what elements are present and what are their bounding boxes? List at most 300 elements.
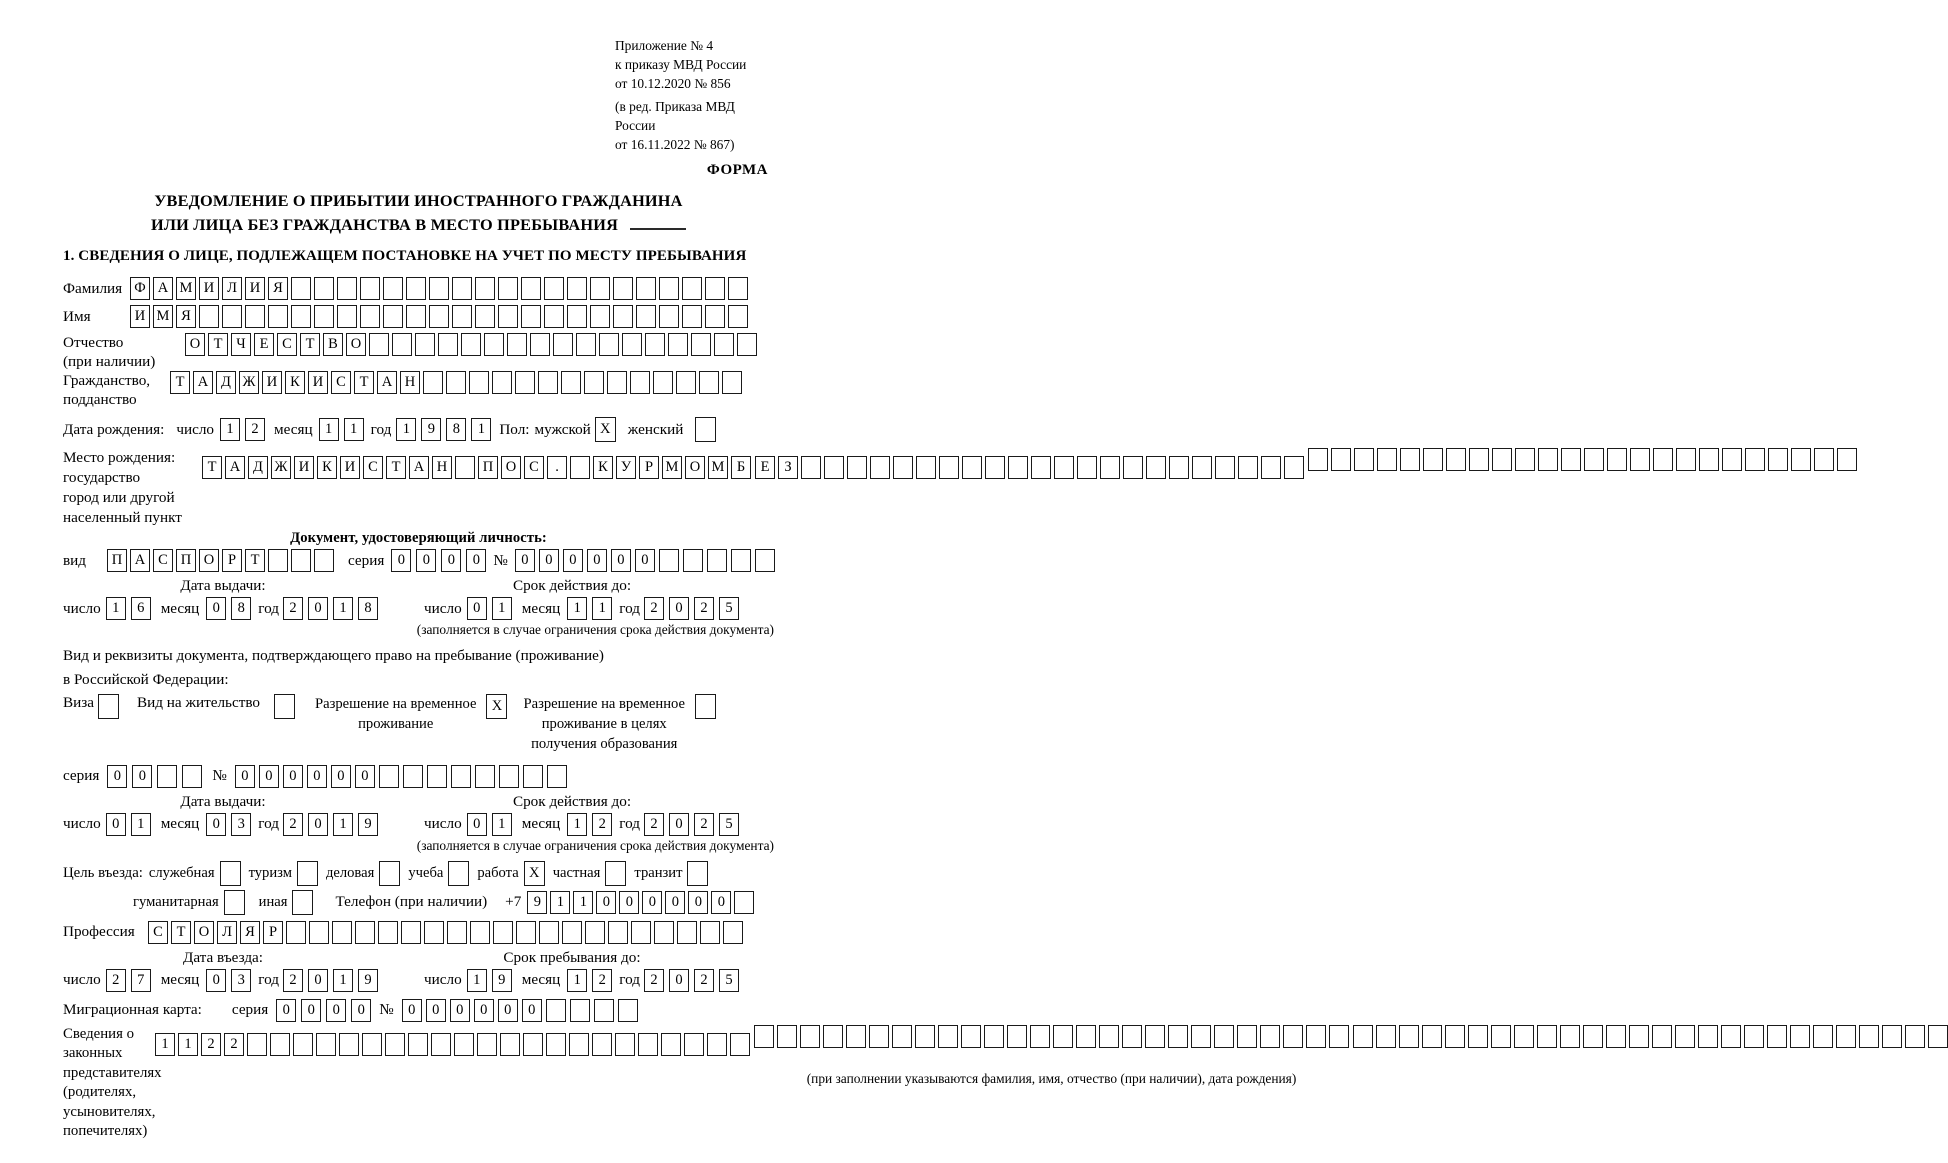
- char-cell[interactable]: [1423, 448, 1443, 471]
- char-cell[interactable]: Л: [222, 277, 242, 300]
- doc-number-boxes[interactable]: [515, 549, 775, 572]
- char-cell[interactable]: 0: [276, 999, 296, 1022]
- char-cell[interactable]: [916, 456, 936, 479]
- char-cell[interactable]: [401, 921, 421, 944]
- char-cell[interactable]: [699, 371, 719, 394]
- char-cell[interactable]: 3: [231, 969, 251, 992]
- char-cell[interactable]: [484, 333, 504, 356]
- char-cell[interactable]: 0: [259, 765, 279, 788]
- char-cell[interactable]: 0: [426, 999, 446, 1022]
- char-cell[interactable]: [1767, 1025, 1787, 1048]
- char-cell[interactable]: 9: [358, 969, 378, 992]
- char-cell[interactable]: 0: [515, 549, 535, 572]
- char-cell[interactable]: [1514, 1025, 1534, 1048]
- char-cell[interactable]: [714, 333, 734, 356]
- char-cell[interactable]: [423, 371, 443, 394]
- char-cell[interactable]: Р: [639, 456, 659, 479]
- char-cell[interactable]: [378, 921, 398, 944]
- char-cell[interactable]: 0: [711, 891, 731, 914]
- char-cell[interactable]: 0: [355, 765, 375, 788]
- char-cell[interactable]: [314, 305, 334, 328]
- char-cell[interactable]: А: [225, 456, 245, 479]
- char-cell[interactable]: [961, 1025, 981, 1048]
- char-cell[interactable]: [1813, 1025, 1833, 1048]
- char-cell[interactable]: 1: [567, 597, 587, 620]
- char-cell[interactable]: 0: [132, 765, 152, 788]
- char-cell[interactable]: [546, 1033, 566, 1056]
- char-cell[interactable]: [1076, 1025, 1096, 1048]
- checkbox-cell[interactable]: [695, 694, 716, 719]
- char-cell[interactable]: 1: [396, 418, 416, 441]
- char-cell[interactable]: 2: [283, 597, 303, 620]
- permit-valid-month-boxes[interactable]: [567, 813, 612, 836]
- char-cell[interactable]: 2: [644, 813, 664, 836]
- doc-issue-month-boxes[interactable]: [206, 597, 251, 620]
- char-cell[interactable]: [613, 305, 633, 328]
- char-cell[interactable]: [1721, 1025, 1741, 1048]
- temp-permit-checkbox[interactable]: [486, 694, 507, 719]
- char-cell[interactable]: [608, 921, 628, 944]
- char-cell[interactable]: Е: [254, 333, 274, 356]
- purpose-checkbox-rabota[interactable]: X: [524, 861, 545, 886]
- char-cell[interactable]: [1100, 456, 1120, 479]
- migration-series-boxes[interactable]: [276, 999, 371, 1022]
- char-cell[interactable]: Т: [170, 371, 190, 394]
- char-cell[interactable]: С: [148, 921, 168, 944]
- char-cell[interactable]: [707, 1033, 727, 1056]
- char-cell[interactable]: 0: [619, 891, 639, 914]
- char-cell[interactable]: [446, 371, 466, 394]
- char-cell[interactable]: 0: [474, 999, 494, 1022]
- stay-day-boxes[interactable]: [467, 969, 512, 992]
- doc-issue-day-boxes[interactable]: [106, 597, 151, 620]
- char-cell[interactable]: [645, 333, 665, 356]
- char-cell[interactable]: [498, 305, 518, 328]
- char-cell[interactable]: [728, 277, 748, 300]
- char-cell[interactable]: [1837, 448, 1857, 471]
- char-cell[interactable]: 0: [308, 969, 328, 992]
- char-cell[interactable]: 0: [450, 999, 470, 1022]
- surname-boxes[interactable]: [130, 277, 748, 300]
- char-cell[interactable]: 8: [446, 418, 466, 441]
- checkbox-cell[interactable]: [274, 694, 295, 719]
- char-cell[interactable]: [1905, 1025, 1925, 1048]
- char-cell[interactable]: 1: [131, 813, 151, 836]
- char-cell[interactable]: Т: [202, 456, 222, 479]
- birth-month-boxes[interactable]: [319, 418, 364, 441]
- checkbox-cell[interactable]: [98, 694, 119, 719]
- char-cell[interactable]: [547, 765, 567, 788]
- char-cell[interactable]: 0: [498, 999, 518, 1022]
- char-cell[interactable]: Т: [300, 333, 320, 356]
- checkbox-cell[interactable]: X: [595, 417, 616, 442]
- purpose-checkbox-inaya[interactable]: [292, 890, 313, 915]
- char-cell[interactable]: [870, 456, 890, 479]
- char-cell[interactable]: [475, 305, 495, 328]
- char-cell[interactable]: [385, 1033, 405, 1056]
- char-cell[interactable]: 1: [155, 1033, 175, 1056]
- char-cell[interactable]: 0: [467, 597, 487, 620]
- doc-valid-day-boxes[interactable]: [467, 597, 512, 620]
- char-cell[interactable]: Т: [386, 456, 406, 479]
- char-cell[interactable]: [1376, 1025, 1396, 1048]
- permit-valid-day-boxes[interactable]: [467, 813, 512, 836]
- char-cell[interactable]: [1099, 1025, 1119, 1048]
- phone-boxes[interactable]: [527, 891, 754, 914]
- char-cell[interactable]: [1583, 1025, 1603, 1048]
- char-cell[interactable]: [570, 999, 590, 1022]
- char-cell[interactable]: 0: [331, 765, 351, 788]
- char-cell[interactable]: [415, 333, 435, 356]
- char-cell[interactable]: [1399, 1025, 1419, 1048]
- char-cell[interactable]: М: [662, 456, 682, 479]
- char-cell[interactable]: Р: [222, 549, 242, 572]
- char-cell[interactable]: [962, 456, 982, 479]
- citizenship-boxes[interactable]: [170, 371, 742, 394]
- char-cell[interactable]: [668, 333, 688, 356]
- char-cell[interactable]: [1653, 448, 1673, 471]
- char-cell[interactable]: 2: [592, 813, 612, 836]
- char-cell[interactable]: 2: [694, 813, 714, 836]
- char-cell[interactable]: [777, 1025, 797, 1048]
- char-cell[interactable]: [1215, 456, 1235, 479]
- char-cell[interactable]: [1768, 448, 1788, 471]
- char-cell[interactable]: [362, 1033, 382, 1056]
- char-cell[interactable]: [1698, 1025, 1718, 1048]
- char-cell[interactable]: Т: [208, 333, 228, 356]
- char-cell[interactable]: 1: [567, 969, 587, 992]
- char-cell[interactable]: 8: [358, 597, 378, 620]
- char-cell[interactable]: [447, 921, 467, 944]
- char-cell[interactable]: [1031, 456, 1051, 479]
- char-cell[interactable]: [734, 891, 754, 914]
- char-cell[interactable]: [339, 1033, 359, 1056]
- char-cell[interactable]: И: [340, 456, 360, 479]
- char-cell[interactable]: [590, 277, 610, 300]
- char-cell[interactable]: [538, 371, 558, 394]
- char-cell[interactable]: Р: [263, 921, 283, 944]
- char-cell[interactable]: [594, 999, 614, 1022]
- char-cell[interactable]: [427, 765, 447, 788]
- char-cell[interactable]: [1283, 1025, 1303, 1048]
- char-cell[interactable]: [1308, 448, 1328, 471]
- char-cell[interactable]: 0: [665, 891, 685, 914]
- doc-series-boxes[interactable]: [391, 549, 486, 572]
- char-cell[interactable]: [722, 371, 742, 394]
- char-cell[interactable]: Т: [354, 371, 374, 394]
- permit-number-boxes[interactable]: [235, 765, 567, 788]
- char-cell[interactable]: [157, 765, 177, 788]
- purpose-checkbox-delovaya[interactable]: [379, 861, 400, 886]
- char-cell[interactable]: [544, 305, 564, 328]
- char-cell[interactable]: [659, 305, 679, 328]
- char-cell[interactable]: [1584, 448, 1604, 471]
- char-cell[interactable]: [659, 277, 679, 300]
- char-cell[interactable]: [659, 549, 679, 572]
- char-cell[interactable]: [309, 921, 329, 944]
- permit-issue-month-boxes[interactable]: [206, 813, 251, 836]
- char-cell[interactable]: [1676, 448, 1696, 471]
- char-cell[interactable]: [291, 277, 311, 300]
- char-cell[interactable]: [1675, 1025, 1695, 1048]
- char-cell[interactable]: П: [107, 549, 127, 572]
- char-cell[interactable]: А: [409, 456, 429, 479]
- entry-year-boxes[interactable]: [283, 969, 378, 992]
- char-cell[interactable]: [1192, 456, 1212, 479]
- char-cell[interactable]: К: [593, 456, 613, 479]
- char-cell[interactable]: [691, 333, 711, 356]
- char-cell[interactable]: [539, 921, 559, 944]
- char-cell[interactable]: 1: [492, 813, 512, 836]
- char-cell[interactable]: 1: [467, 969, 487, 992]
- char-cell[interactable]: М: [176, 277, 196, 300]
- char-cell[interactable]: [824, 456, 844, 479]
- char-cell[interactable]: [677, 921, 697, 944]
- checkbox-cell[interactable]: X: [486, 694, 507, 719]
- char-cell[interactable]: 8: [231, 597, 251, 620]
- char-cell[interactable]: [731, 549, 751, 572]
- char-cell[interactable]: И: [130, 305, 150, 328]
- char-cell[interactable]: [337, 277, 357, 300]
- char-cell[interactable]: 1: [178, 1033, 198, 1056]
- char-cell[interactable]: Ф: [130, 277, 150, 300]
- char-cell[interactable]: [607, 371, 627, 394]
- char-cell[interactable]: [613, 277, 633, 300]
- birth-place-row3-boxes[interactable]: [1308, 448, 1857, 471]
- char-cell[interactable]: 2: [644, 597, 664, 620]
- char-cell[interactable]: 0: [669, 813, 689, 836]
- char-cell[interactable]: [316, 1033, 336, 1056]
- char-cell[interactable]: [730, 1033, 750, 1056]
- char-cell[interactable]: [523, 1033, 543, 1056]
- char-cell[interactable]: 9: [492, 969, 512, 992]
- purpose-checkbox-gumanitarnaya[interactable]: [224, 890, 245, 915]
- char-cell[interactable]: [1699, 448, 1719, 471]
- char-cell[interactable]: О: [685, 456, 705, 479]
- char-cell[interactable]: [245, 305, 265, 328]
- char-cell[interactable]: Т: [245, 549, 265, 572]
- char-cell[interactable]: 0: [283, 765, 303, 788]
- char-cell[interactable]: [754, 1025, 774, 1048]
- char-cell[interactable]: 0: [596, 891, 616, 914]
- char-cell[interactable]: [475, 765, 495, 788]
- char-cell[interactable]: К: [285, 371, 305, 394]
- migration-number-boxes[interactable]: [402, 999, 638, 1022]
- char-cell[interactable]: Ч: [231, 333, 251, 356]
- char-cell[interactable]: 0: [106, 813, 126, 836]
- char-cell[interactable]: 1: [567, 813, 587, 836]
- sex-male-checkbox[interactable]: [595, 417, 616, 442]
- char-cell[interactable]: [707, 549, 727, 572]
- char-cell[interactable]: Н: [400, 371, 420, 394]
- char-cell[interactable]: [592, 1033, 612, 1056]
- char-cell[interactable]: [477, 1033, 497, 1056]
- char-cell[interactable]: [1630, 448, 1650, 471]
- permit-valid-year-boxes[interactable]: [644, 813, 739, 836]
- visa-checkbox[interactable]: [98, 694, 119, 719]
- char-cell[interactable]: Д: [216, 371, 236, 394]
- char-cell[interactable]: .: [547, 456, 567, 479]
- char-cell[interactable]: [1122, 1025, 1142, 1048]
- char-cell[interactable]: И: [245, 277, 265, 300]
- char-cell[interactable]: 0: [301, 999, 321, 1022]
- char-cell[interactable]: 2: [106, 969, 126, 992]
- char-cell[interactable]: [1629, 1025, 1649, 1048]
- char-cell[interactable]: [562, 921, 582, 944]
- char-cell[interactable]: [847, 456, 867, 479]
- doc-valid-month-boxes[interactable]: [567, 597, 612, 620]
- char-cell[interactable]: [1237, 1025, 1257, 1048]
- char-cell[interactable]: [500, 1033, 520, 1056]
- char-cell[interactable]: [1836, 1025, 1856, 1048]
- char-cell[interactable]: [636, 277, 656, 300]
- char-cell[interactable]: [661, 1033, 681, 1056]
- char-cell[interactable]: 2: [201, 1033, 221, 1056]
- char-cell[interactable]: [1814, 448, 1834, 471]
- char-cell[interactable]: [291, 305, 311, 328]
- char-cell[interactable]: А: [153, 277, 173, 300]
- char-cell[interactable]: Я: [176, 305, 196, 328]
- char-cell[interactable]: Ж: [271, 456, 291, 479]
- char-cell[interactable]: [1561, 448, 1581, 471]
- char-cell[interactable]: 0: [351, 999, 371, 1022]
- char-cell[interactable]: 1: [333, 969, 353, 992]
- char-cell[interactable]: [638, 1033, 658, 1056]
- char-cell[interactable]: [268, 305, 288, 328]
- char-cell[interactable]: 2: [283, 813, 303, 836]
- char-cell[interactable]: [1030, 1025, 1050, 1048]
- char-cell[interactable]: [723, 921, 743, 944]
- char-cell[interactable]: [452, 277, 472, 300]
- char-cell[interactable]: 5: [719, 969, 739, 992]
- char-cell[interactable]: [1744, 1025, 1764, 1048]
- char-cell[interactable]: [293, 1033, 313, 1056]
- char-cell[interactable]: А: [377, 371, 397, 394]
- char-cell[interactable]: 0: [587, 549, 607, 572]
- char-cell[interactable]: [383, 277, 403, 300]
- char-cell[interactable]: 0: [467, 813, 487, 836]
- char-cell[interactable]: [1606, 1025, 1626, 1048]
- char-cell[interactable]: [1790, 1025, 1810, 1048]
- char-cell[interactable]: [270, 1033, 290, 1056]
- char-cell[interactable]: [800, 1025, 820, 1048]
- char-cell[interactable]: [553, 333, 573, 356]
- char-cell[interactable]: 1: [573, 891, 593, 914]
- char-cell[interactable]: [523, 765, 543, 788]
- char-cell[interactable]: С: [331, 371, 351, 394]
- char-cell[interactable]: [615, 1033, 635, 1056]
- char-cell[interactable]: О: [501, 456, 521, 479]
- char-cell[interactable]: 0: [402, 999, 422, 1022]
- char-cell[interactable]: [492, 371, 512, 394]
- char-cell[interactable]: 0: [441, 549, 461, 572]
- char-cell[interactable]: [1169, 456, 1189, 479]
- char-cell[interactable]: [544, 277, 564, 300]
- char-cell[interactable]: [1422, 1025, 1442, 1048]
- char-cell[interactable]: [1722, 448, 1742, 471]
- char-cell[interactable]: [737, 333, 757, 356]
- char-cell[interactable]: 1: [471, 418, 491, 441]
- doc-valid-year-boxes[interactable]: [644, 597, 739, 620]
- checkbox-cell[interactable]: [695, 417, 716, 442]
- char-cell[interactable]: [676, 371, 696, 394]
- char-cell[interactable]: [268, 549, 288, 572]
- char-cell[interactable]: [570, 456, 590, 479]
- birth-day-boxes[interactable]: [220, 418, 265, 441]
- char-cell[interactable]: 0: [563, 549, 583, 572]
- char-cell[interactable]: [455, 456, 475, 479]
- representatives-row1-boxes[interactable]: [155, 1033, 750, 1056]
- char-cell[interactable]: [801, 456, 821, 479]
- char-cell[interactable]: [755, 549, 775, 572]
- char-cell[interactable]: 0: [611, 549, 631, 572]
- char-cell[interactable]: И: [308, 371, 328, 394]
- char-cell[interactable]: [653, 371, 673, 394]
- char-cell[interactable]: [454, 1033, 474, 1056]
- char-cell[interactable]: [431, 1033, 451, 1056]
- char-cell[interactable]: [222, 305, 242, 328]
- char-cell[interactable]: Я: [268, 277, 288, 300]
- char-cell[interactable]: [569, 1033, 589, 1056]
- char-cell[interactable]: [314, 549, 334, 572]
- char-cell[interactable]: [705, 277, 725, 300]
- char-cell[interactable]: [1607, 448, 1627, 471]
- char-cell[interactable]: И: [199, 277, 219, 300]
- given-name-boxes[interactable]: [130, 305, 748, 328]
- char-cell[interactable]: Ж: [239, 371, 259, 394]
- residence-permit-checkbox[interactable]: [274, 694, 295, 719]
- permit-issue-day-boxes[interactable]: [106, 813, 151, 836]
- char-cell[interactable]: 1: [344, 418, 364, 441]
- char-cell[interactable]: 2: [224, 1033, 244, 1056]
- char-cell[interactable]: [369, 333, 389, 356]
- char-cell[interactable]: С: [363, 456, 383, 479]
- char-cell[interactable]: Е: [755, 456, 775, 479]
- purpose-checkbox-chastnaya[interactable]: [605, 861, 626, 886]
- char-cell[interactable]: [337, 305, 357, 328]
- char-cell[interactable]: [521, 277, 541, 300]
- char-cell[interactable]: 2: [592, 969, 612, 992]
- char-cell[interactable]: 0: [635, 549, 655, 572]
- char-cell[interactable]: [1123, 456, 1143, 479]
- doc-issue-year-boxes[interactable]: [283, 597, 378, 620]
- edu-permit-checkbox[interactable]: [695, 694, 716, 719]
- char-cell[interactable]: З: [778, 456, 798, 479]
- birth-year-boxes[interactable]: [396, 418, 491, 441]
- char-cell[interactable]: 9: [527, 891, 547, 914]
- char-cell[interactable]: [1928, 1025, 1948, 1048]
- char-cell[interactable]: [182, 765, 202, 788]
- char-cell[interactable]: [286, 921, 306, 944]
- char-cell[interactable]: [561, 371, 581, 394]
- birth-place-row2-boxes[interactable]: [755, 456, 1304, 479]
- char-cell[interactable]: [406, 277, 426, 300]
- char-cell[interactable]: [622, 333, 642, 356]
- char-cell[interactable]: [585, 921, 605, 944]
- stay-year-boxes[interactable]: [644, 969, 739, 992]
- char-cell[interactable]: М: [708, 456, 728, 479]
- char-cell[interactable]: [915, 1025, 935, 1048]
- char-cell[interactable]: [1007, 1025, 1027, 1048]
- char-cell[interactable]: [379, 765, 399, 788]
- char-cell[interactable]: 7: [131, 969, 151, 992]
- char-cell[interactable]: 9: [421, 418, 441, 441]
- char-cell[interactable]: [408, 1033, 428, 1056]
- char-cell[interactable]: [1260, 1025, 1280, 1048]
- char-cell[interactable]: [846, 1025, 866, 1048]
- char-cell[interactable]: [1377, 448, 1397, 471]
- patronymic-boxes[interactable]: [185, 333, 757, 356]
